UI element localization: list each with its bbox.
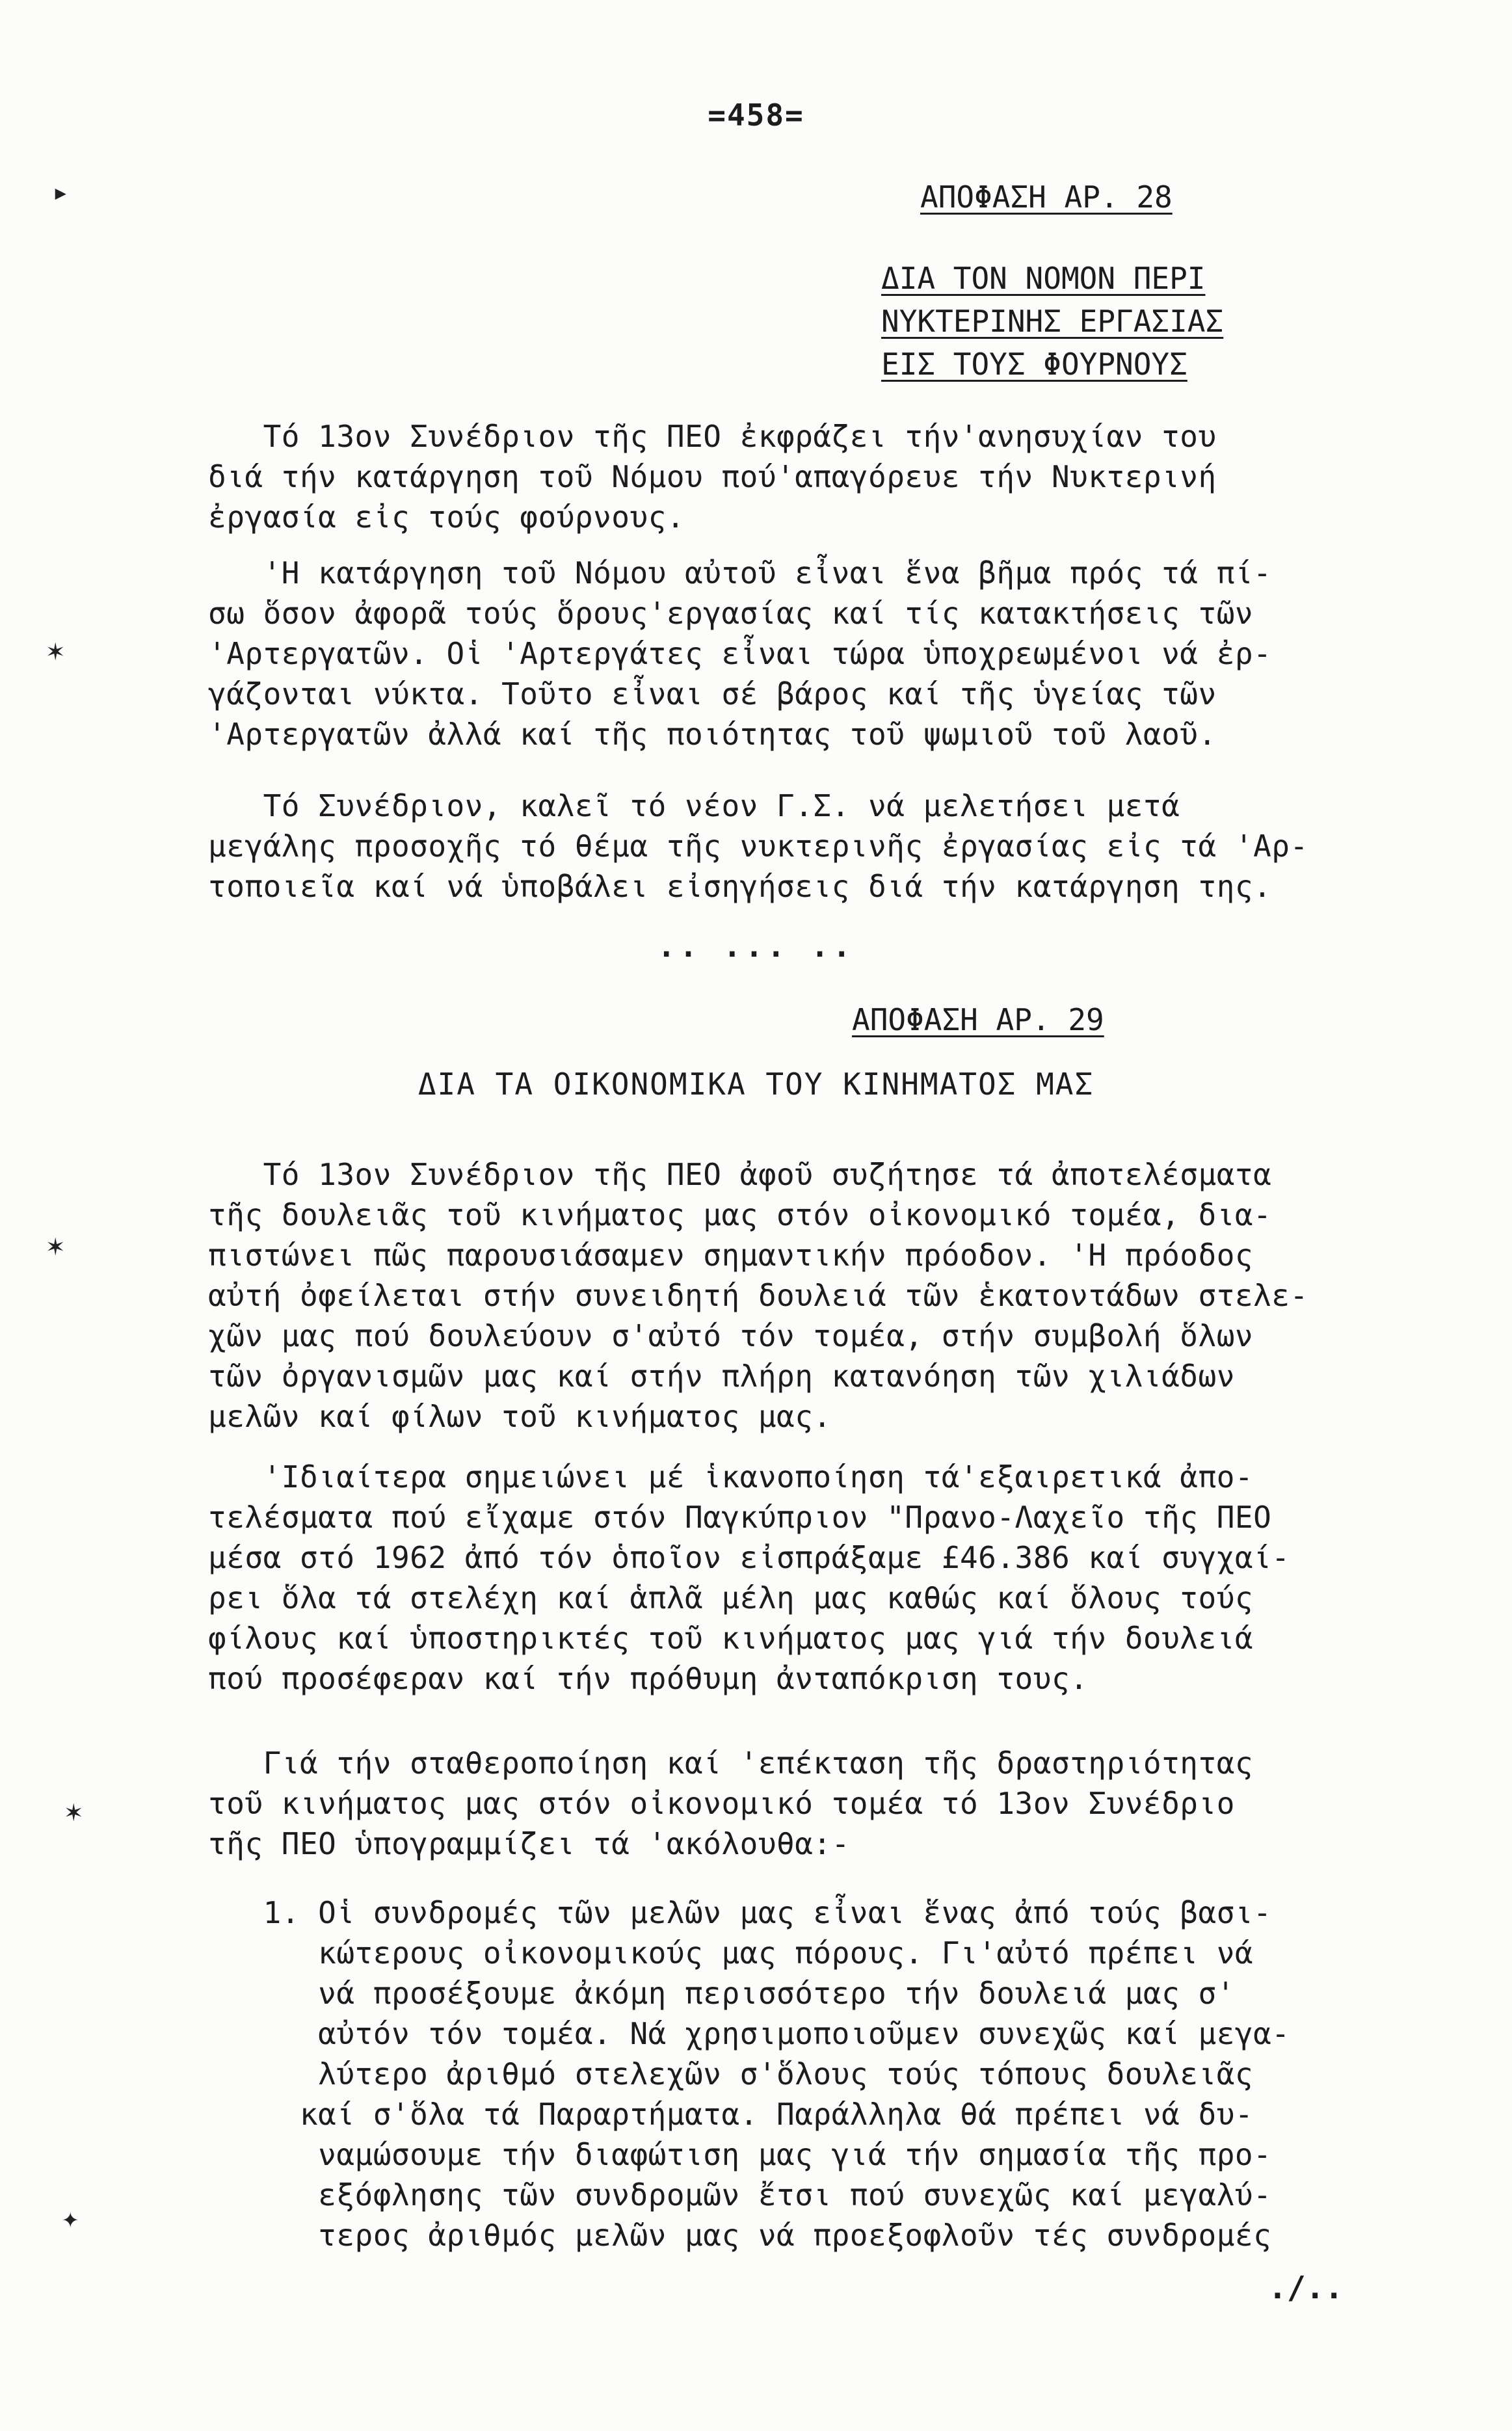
text-line: Τό 13ον Συνέδριον τῆς ΠΕΟ ἐκφράζει τήν'ανησυχίαν του bbox=[208, 419, 1217, 454]
text-line: μεγάλης προσοχῆς τό θέμα τῆς νυκτερινῆς ἐργασίας εἰς τά 'Αρ- bbox=[208, 829, 1308, 864]
text-line: διά τήν κατάργηση τοῦ Νόμου πού'απαγόρευε τήν Νυκτερινή bbox=[208, 459, 1217, 494]
margin-cross-mark: ✶ bbox=[65, 1795, 83, 1828]
text-line: ρει ὅλα τά στελέχη καί ἁπλᾶ μέλη μας καθώς καί ὅλους τούς bbox=[208, 1580, 1254, 1615]
text-line: Τό Συνέδριον, καλεῖ τό νέον Γ.Σ. νά μελετήσει μετά bbox=[208, 788, 1180, 823]
page-number-dash-left: = bbox=[708, 98, 727, 133]
text-line: πιστώνει πῶς παρουσιάσαμεν σημαντικήν πρόοδον. 'Η πρόοδος bbox=[208, 1238, 1254, 1273]
text-line: τοποιεῖα καί νά ὑποβάλει εἰσηγήσεις διά τήν κατάργηση της. bbox=[208, 869, 1272, 904]
text-line: νά προσέξουμε ἀκόμη περισσότερο τήν δουλειά μας σ' bbox=[208, 1976, 1235, 2011]
text-line: μέσα στό 1962 ἀπό τόν ὁποῖον εἰσπράξαμε £46.386 καί συγχαί- bbox=[208, 1540, 1290, 1575]
text-line: Γιά τήν σταθεροποίηση καί 'επέκταση τῆς δραστηριότητας bbox=[208, 1746, 1254, 1781]
text-line: καί σ'ὅλα τά Παραρτήματα. Παράλληλα θά πρέπει νά δυ- bbox=[208, 2097, 1254, 2132]
text-line: 'Ιδιαίτερα σημειώνει μέ ἱκανοποίηση τά'εξαιρετικά ἀπο- bbox=[208, 1459, 1254, 1494]
page-number-value: 458 bbox=[726, 98, 786, 133]
decision-29-paragraph-3 bbox=[208, 1743, 1444, 1864]
decision-28-title bbox=[881, 257, 1223, 386]
text-line: ναμώσουμε τήν διαφώτιση μας γιά τήν σημασία τῆς προ- bbox=[208, 2137, 1272, 2172]
decision-28-paragraph-2 bbox=[208, 553, 1444, 754]
text-line: τελέσματα πού εἴχαμε στόν Παγκύπριον "Πρανο-Λαχεῖο τῆς ΠΕΟ bbox=[208, 1500, 1272, 1535]
margin-arrow-mark: ▸ bbox=[52, 176, 70, 209]
decision-28-paragraph-1 bbox=[208, 416, 1444, 537]
decision-29-label bbox=[852, 998, 1104, 1041]
text-line: κώτερους οἰκονομικούς μας πόρους. Γι'αὐτό πρέπει νά bbox=[208, 1935, 1254, 1971]
text-line: σω ὅσον ἀφορᾶ τούς ὅρους'εργασίας καί τίς κατακτήσεις τῶν bbox=[208, 596, 1254, 631]
decision-28-label-text: ΑΠΟΦΑΣΗ ΑΡ. 28 bbox=[920, 179, 1173, 215]
decision-29-paragraph-2 bbox=[208, 1457, 1444, 1699]
text-line: τῆς δουλειᾶς τοῦ κινήματος μας στόν οἰκονομικό τομέα, δια- bbox=[208, 1197, 1272, 1232]
text-line: ἐργασία εἰς τούς φούρνους. bbox=[208, 499, 685, 535]
margin-cross-mark: ✶ bbox=[47, 1229, 64, 1262]
page-number-dash-right: = bbox=[785, 98, 804, 133]
text-line: τοῦ κινήματος μας στόν οἰκονομικό τομέα τό 13ον Συνέδριο bbox=[208, 1786, 1235, 1821]
decision-29-item-1 bbox=[208, 1893, 1444, 2255]
text-line: τῆς ΠΕΟ ὑπογραμμίζει τά 'ακόλουθα:- bbox=[208, 1826, 850, 1861]
text-line: χῶν μας πού δουλεύουν σ'αὐτό τόν τομέα, στήν συμβολή ὅλων bbox=[208, 1318, 1254, 1353]
decision-28-label bbox=[920, 176, 1173, 219]
text-line: τερος ἀριθμός μελῶν μας νά προεξοφλοῦν τές συνδρομές bbox=[208, 2218, 1272, 2253]
margin-cross-mark: ✦ bbox=[62, 2201, 79, 2235]
text-line: αὐτόν τόν τομέα. Νά χρησιμοποιοῦμεν συνεχῶς καί μεγα- bbox=[208, 2016, 1290, 2051]
decision-29-title: ΔΙΑ ΤΑ ΟΙΚΟΝΟΜΙΚΑ ΤΟΥ ΚΙΝΗΜΑΤΟΣ ΜΑΣ bbox=[418, 1067, 1094, 1102]
decision-29-paragraph-1 bbox=[208, 1154, 1444, 1437]
decision-28-title-line: ΕΙΣ ΤΟΥΣ ΦΟΥΡΝΟΥΣ bbox=[881, 347, 1187, 382]
text-line: μελῶν καί φίλων τοῦ κινήματος μας. bbox=[208, 1399, 832, 1434]
decision-28-title-line: ΔΙΑ ΤΟΝ ΝΟΜΟΝ ΠΕΡΙ bbox=[881, 261, 1206, 296]
text-line: 'Η κατάργηση τοῦ Νόμου αὐτοῦ εἶναι ἕνα βῆμα πρός τά πί- bbox=[208, 555, 1272, 591]
decision-28-title-line: ΝΥΚΤΕΡΙΝΗΣ ΕΡΓΑΣΙΑΣ bbox=[881, 304, 1224, 339]
text-line: αὐτή ὀφείλεται στήν συνειδητή δουλειά τῶν ἑκατοντάδων στελε- bbox=[208, 1278, 1308, 1313]
decision-29-label-text: ΑΠΟΦΑΣΗ ΑΡ. 29 bbox=[852, 1002, 1104, 1037]
text-line: 'Αρτεργατῶν ἀλλά καί τῆς ποιότητας τοῦ ψωμιοῦ τοῦ λαοῦ. bbox=[208, 717, 1217, 752]
text-line: λύτερο ἀριθμό στελεχῶν σ'ὅλους τούς τόπους δουλειᾶς bbox=[208, 2056, 1254, 2092]
text-line: γάζονται νύκτα. Τοῦτο εἶναι σέ βάρος καί τῆς ὑγείας τῶν bbox=[208, 676, 1217, 711]
text-line: 1. Οἱ συνδρομές τῶν μελῶν μας εἶναι ἕνας ἀπό τούς βασι- bbox=[208, 1895, 1272, 1930]
text-line: φίλους καί ὑποστηρικτές τοῦ κινήματος μας γιά τήν δουλειά bbox=[208, 1621, 1254, 1656]
text-line: τῶν ὀργανισμῶν μας καί στήν πλήρη κατανόηση τῶν χιλιάδων bbox=[208, 1359, 1235, 1394]
continuation-mark: ./.. bbox=[1268, 2270, 1344, 2306]
text-line: εξόφλησης τῶν συνδρομῶν ἔτσι πού συνεχῶς καί μεγαλύ- bbox=[208, 2177, 1272, 2212]
text-line: πού προσέφεραν καί τήν πρόθυμη ἀνταπόκριση τους. bbox=[208, 1661, 1089, 1696]
text-line: 'Αρτεργατῶν. Οἱ 'Αρτεργάτες εἶναι τώρα ὑποχρεωμένοι νά ἐρ- bbox=[208, 636, 1272, 671]
text-line: Τό 13ον Συνέδριον τῆς ΠΕΟ ἀφοῦ συζήτησε τά ἀποτελέσματα bbox=[208, 1157, 1272, 1192]
page-number bbox=[0, 98, 1512, 133]
section-separator: .. ... .. bbox=[657, 929, 855, 964]
decision-28-paragraph-3 bbox=[208, 786, 1444, 907]
margin-cross-mark: ✶ bbox=[47, 634, 64, 667]
